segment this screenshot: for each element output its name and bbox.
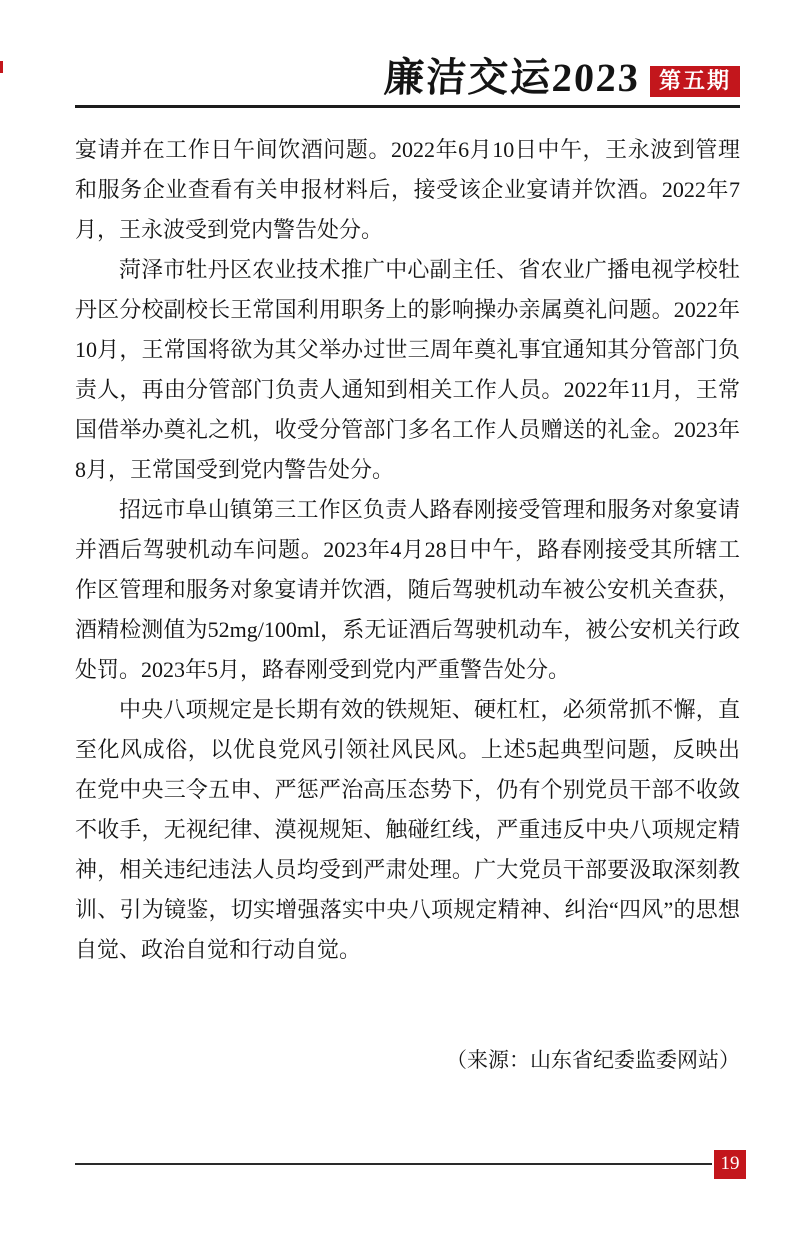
page-number-badge: 19: [714, 1150, 746, 1179]
issue-badge: 第五期: [650, 66, 740, 97]
body-paragraph: 中央八项规定是长期有效的铁规矩、硬杠杠，必须常抓不懈，直至化风成俗，以优良党风引领社风民风。上述5起典型问题，反映出在党中央三令五申、严惩严治高压态势下，仍有个别党员干部不收敛不收手，无视纪律、漠视规矩、触碰红线，严重违反中央八项规定精神，相关违纪违法人员均受到严肃处理。广大党员干部要汲取深刻教训、引为镜鉴，切实增强落实中央八项规定精神、纠治“四风”的思想自觉、政治自觉和行动自觉。: [75, 697, 740, 962]
page-edge-red-mark: [0, 61, 3, 73]
body-paragraph: 菏泽市牡丹区农业技术推广中心副主任、省农业广播电视学校牡丹区分校副校长王常国利用职务上的影响操办亲属奠礼问题。2022年10月，王常国将欲为其父举办过世三周年奠礼事宜通知其分管部门负责人，再由分管部门负责人通知到相关工作人员。2022年11月，王常国借举办奠礼之机，收受分管部门多名工作人员赠送的礼金。2023年8月，王常国受到党内警告处分。: [75, 257, 740, 482]
footer-divider: [75, 1163, 712, 1165]
body-paragraph: 招远市阜山镇第三工作区负责人路春刚接受管理和服务对象宴请并酒后驾驶机动车问题。2023年4月28日中午，路春刚接受其所辖工作区管理和服务对象宴请并饮酒，随后驾驶机动车被公安机关查获，酒精检测值为52mg/100ml，系无证酒后驾驶机动车，被公安机关行政处罚。2023年5月，路春刚受到党内严重警告处分。: [75, 497, 740, 682]
header-divider: [75, 105, 740, 108]
masthead: [75, 55, 740, 100]
article-body: [75, 130, 740, 970]
body-paragraph: 宴请并在工作日午间饮酒问题。2022年6月10日中午，王永波到管理和服务企业查看有关申报材料后，接受该企业宴请并饮酒。2022年7月，王永波受到党内警告处分。: [75, 137, 740, 242]
source-attribution: （来源：山东省纪委监委网站）: [446, 1048, 740, 1072]
masthead-title: 廉洁交运2023: [382, 55, 642, 100]
page-header: [75, 55, 740, 108]
page-footer: [75, 1149, 746, 1179]
